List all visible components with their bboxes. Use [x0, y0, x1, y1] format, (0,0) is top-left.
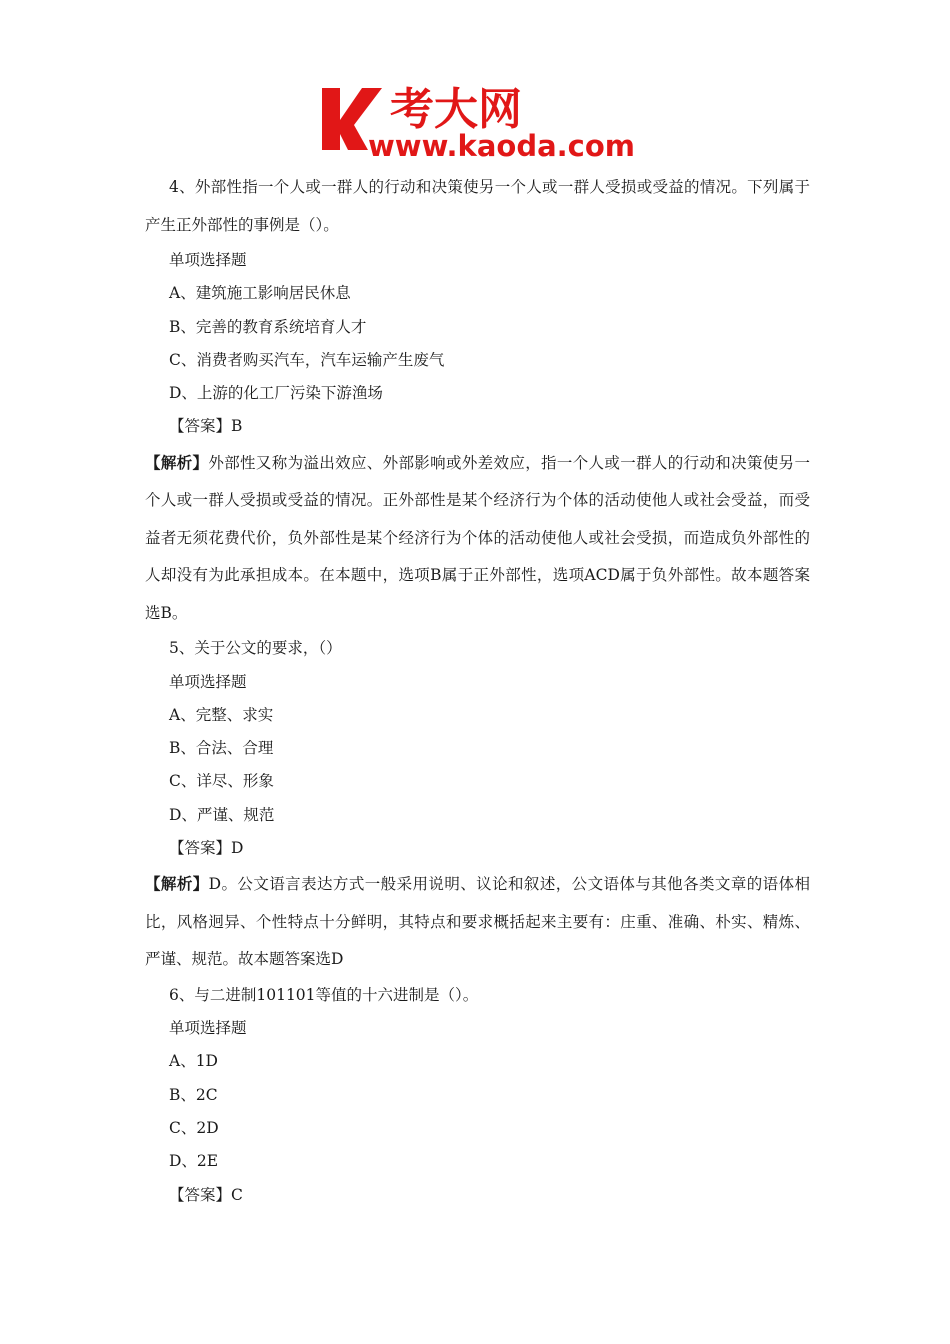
logo-graphic: [318, 80, 638, 160]
answer-label: 【答案】: [169, 1185, 232, 1204]
question-5-option-d: D、严谨、规范: [169, 805, 275, 824]
analysis-text: D。公文语言表达方式一般采用说明、议论和叙述，公文语体与其他各类文章的语体相比，风格迥异、个性特点十分鲜明，其特点和要求概括起来主要有：庄重、准确、朴实、精炼、严谨、规范。故本题答案选D: [145, 875, 810, 969]
question-4-option-d: D、上游的化工厂污染下游渔场: [169, 384, 383, 403]
question-5-answer: [145, 832, 810, 865]
answer-label: 【答案】: [169, 839, 232, 858]
question-6-option-a: A、1D: [169, 1052, 218, 1071]
question-5-option-a: A、完整、求实: [169, 705, 274, 724]
question-4-option-a: A、建筑施工影响居民休息: [169, 284, 351, 303]
question-4-type: 单项选择题: [169, 251, 247, 269]
question-5-type: 单项选择题: [169, 672, 247, 691]
question-6-option-d: D、2E: [169, 1152, 219, 1171]
question-6-option-c: C、2D: [169, 1119, 219, 1138]
question-5-stem: 5、关于公文的要求，（）: [169, 639, 342, 658]
logo-url-text: www.kaoda.com: [368, 129, 635, 160]
question-4-stem: 4、外部性指一个人或一群人的行动和决策使另一个人或一群人受损或受益的情况。下列属于产生正外部性的事例是（）。: [145, 178, 810, 234]
question-4-analysis: [145, 444, 810, 633]
answer-value: D: [231, 839, 244, 858]
question-4-answer: [145, 410, 810, 443]
question-5-option-c: C、详尽、形象: [169, 772, 274, 791]
question-4-option-c: C、消费者购买汽车，汽车运输产生废气: [169, 350, 445, 369]
logo-cn-text: 考大网: [390, 84, 522, 135]
question-6-answer: [145, 1179, 810, 1212]
document-body: [145, 172, 810, 1212]
kaoda-logo: [318, 80, 638, 160]
analysis-label: 【解析】: [145, 452, 209, 472]
analysis-label: 【解析】: [145, 874, 209, 894]
answer-value: B: [231, 417, 243, 436]
question-6-stem: 6、与二进制101101等值的十六进制是（）。: [169, 985, 479, 1004]
question-6-option-b: B、2C: [169, 1085, 218, 1104]
question-4-option-b: B、完善的教育系统培育人才: [169, 317, 367, 336]
question-6-type: 单项选择题: [169, 1019, 247, 1038]
analysis-text: 外部性又称为溢出效应、外部影响或外差效应，指一个人或一群人的行动和决策使另一个人或一群人受损或受益的情况。正外部性是某个经济行为个体的活动使他人或社会受益，而受益者无须花费代价，负外部性是某个经济行为个体的活动使他人或社会受损，而造成负外部性的人却没有为此承担成本。在本题中，选项B属于正外部性，选项ACD属于负外部性。故本题答案选B。: [145, 453, 810, 622]
answer-label: 【答案】: [169, 417, 232, 436]
question-5-analysis: [145, 865, 810, 979]
question-5-option-b: B、合法、合理: [169, 739, 274, 758]
answer-value: C: [231, 1185, 243, 1204]
